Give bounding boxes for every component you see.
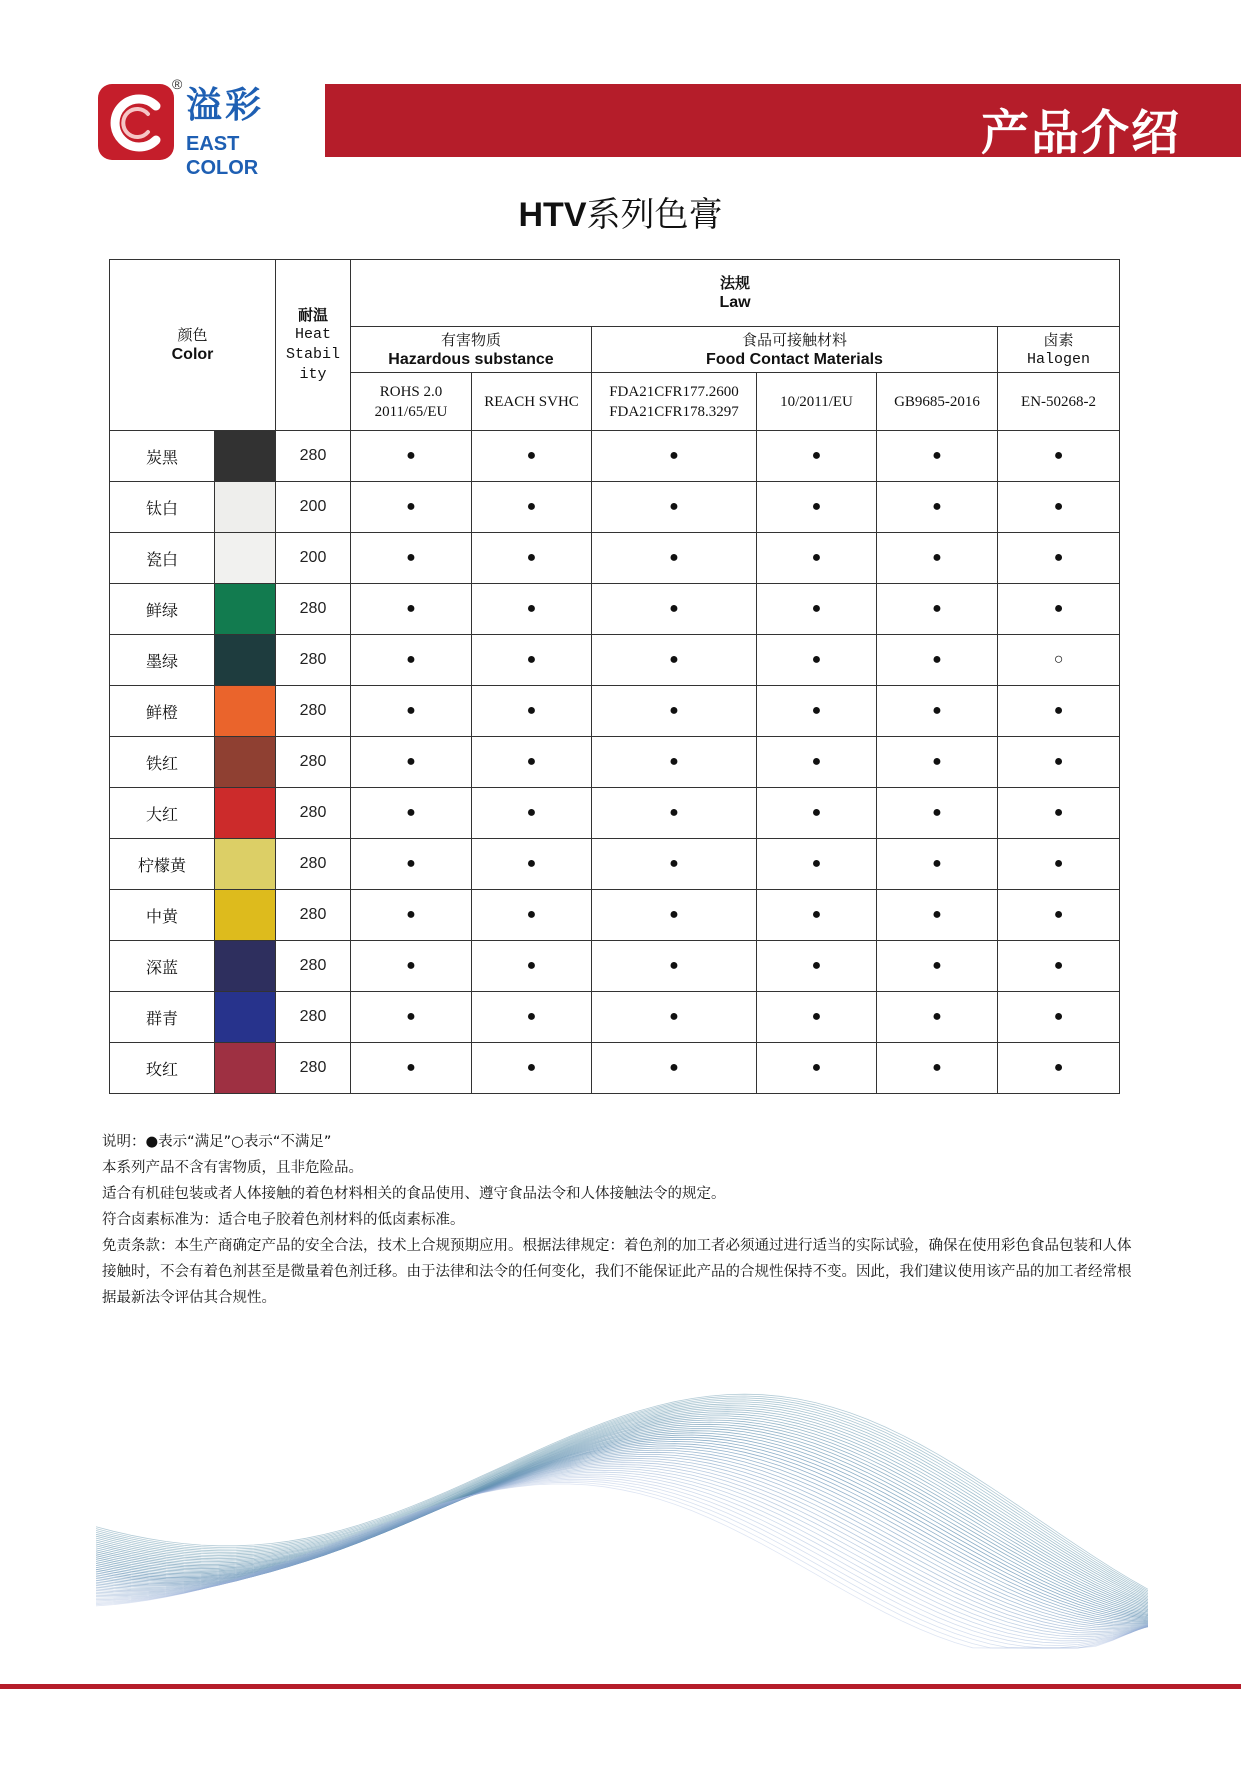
standard-reach: [472, 373, 592, 431]
color-swatch: [215, 890, 275, 940]
standard-fda: [592, 373, 757, 431]
color-swatch: [215, 533, 275, 583]
compliance-mark-cell: ●: [472, 533, 592, 584]
compliance-mark-cell: ●: [351, 788, 472, 839]
heat-stability-cell: 200: [276, 482, 351, 533]
standard-en-line1: EN-50268-2: [1021, 393, 1097, 410]
color-swatch: [215, 584, 275, 634]
compliance-mark-cell: ●: [592, 992, 757, 1043]
compliance-mark-cell: ●: [351, 686, 472, 737]
color-swatch-cell: [215, 686, 276, 737]
compliance-mark-cell: ●: [877, 1043, 998, 1094]
compliance-mark-cell: ●: [351, 584, 472, 635]
wave-line: [96, 1459, 1148, 1628]
color-swatch-cell: [215, 1043, 276, 1094]
heat-stability-cell: 280: [276, 737, 351, 788]
compliance-mark-cell: ●: [472, 1043, 592, 1094]
notes-section: [102, 1129, 1132, 1311]
heat-stability-cell: 280: [276, 992, 351, 1043]
color-swatch-cell: [215, 482, 276, 533]
compliance-mark-cell: ●: [592, 482, 757, 533]
compliance-mark-cell: ●: [351, 941, 472, 992]
note-no-hazard: 本系列产品不含有害物质，且非危险品。: [102, 1160, 363, 1176]
compliance-mark-cell: ●: [472, 584, 592, 635]
law-header-en: Law: [719, 294, 751, 311]
color-swatch-cell: [215, 839, 276, 890]
group-cn-halogen: 卤素: [1043, 330, 1074, 349]
compliance-mark-cell: ●: [351, 431, 472, 482]
wave-line: [96, 1450, 1148, 1623]
compliance-mark-cell: ●: [472, 941, 592, 992]
heat-stability-cell: 280: [276, 839, 351, 890]
heat-stability-cell: 280: [276, 635, 351, 686]
compliance-mark-cell: ●: [877, 533, 998, 584]
standard-en50268: [998, 373, 1120, 431]
compliance-mark-cell: ●: [757, 941, 877, 992]
compliance-mark-cell: ●: [998, 737, 1120, 788]
color-swatch: [215, 788, 275, 838]
heat-header-en-2: Stabil: [285, 346, 340, 363]
table-row: [110, 635, 1120, 686]
compliance-mark-cell: ●: [877, 839, 998, 890]
color-swatch: [215, 737, 275, 787]
color-swatch-cell: [215, 941, 276, 992]
group-en-food-contact: Food Contact Materials: [706, 350, 883, 368]
wave-line: [96, 1446, 1148, 1622]
east-color-logo-icon: [98, 84, 174, 160]
group-header-hazardous: [351, 327, 592, 373]
compliance-mark-cell: ●: [472, 890, 592, 941]
compliance-mark-cell: ●: [877, 482, 998, 533]
compliance-mark-cell: ●: [592, 635, 757, 686]
color-swatch: [215, 482, 275, 532]
heat-header-cn: 耐温: [297, 306, 328, 324]
heat-stability-cell: 280: [276, 788, 351, 839]
law-header-cn: 法规: [720, 274, 751, 292]
group-en-halogen: Halogen: [1027, 350, 1091, 368]
heat-stability-cell: 280: [276, 686, 351, 737]
group-header-halogen: [998, 327, 1120, 373]
compliance-mark-cell: ●: [757, 788, 877, 839]
color-swatch: [215, 839, 275, 889]
color-header-cn: 颜色: [177, 326, 208, 344]
heat-stability-cell: 280: [276, 1043, 351, 1094]
table-row: [110, 890, 1120, 941]
color-swatch: [215, 992, 275, 1042]
page-title-cn: 系列色膏: [586, 195, 723, 235]
standard-fda-line2: FDA21CFR178.3297: [609, 403, 739, 420]
color-column-header: [110, 260, 276, 431]
brand-name-en: EAST COLOR: [186, 133, 259, 179]
compliance-mark-cell: ●: [592, 788, 757, 839]
compliance-mark-cell: ●: [998, 890, 1120, 941]
compliance-mark-cell: ●: [592, 1043, 757, 1094]
standard-rohs-line1: ROHS 2.0: [379, 383, 443, 400]
color-name-cell: 深蓝: [110, 941, 215, 992]
color-name-cell: 中黄: [110, 890, 215, 941]
heat-stability-cell: 280: [276, 890, 351, 941]
table-body: [110, 431, 1120, 1094]
color-swatch-cell: [215, 992, 276, 1043]
page-title: [0, 187, 1241, 236]
compliance-mark-cell: ●: [351, 635, 472, 686]
note-food-use: 适合有机硅包装或者人体接触的着色材料相关的食品使用、遵守食品法令和人体接触法令的规定。: [102, 1186, 726, 1202]
compliance-mark-cell: ●: [472, 839, 592, 890]
compliance-mark-cell: ●: [592, 584, 757, 635]
compliance-mark-cell: ●: [757, 686, 877, 737]
compliance-mark-cell: ●: [877, 635, 998, 686]
compliance-mark-cell: ●: [998, 431, 1120, 482]
compliance-mark-cell: ●: [592, 431, 757, 482]
compliance-mark-cell: ●: [998, 482, 1120, 533]
color-swatch-cell: [215, 737, 276, 788]
compliance-mark-cell: ●: [877, 431, 998, 482]
brand-logo: [98, 76, 313, 179]
table-row: [110, 584, 1120, 635]
compliance-mark-cell: ●: [472, 482, 592, 533]
compliance-mark-cell: ●: [757, 992, 877, 1043]
heat-stability-cell: 280: [276, 584, 351, 635]
compliance-mark-cell: ●: [592, 737, 757, 788]
color-swatch-cell: [215, 431, 276, 482]
compliance-mark-cell: ●: [472, 992, 592, 1043]
compliance-mark-cell: ●: [592, 941, 757, 992]
color-header-en: Color: [171, 346, 214, 363]
compliance-mark-cell: ●: [351, 839, 472, 890]
compliance-mark-cell: ●: [757, 839, 877, 890]
compliance-mark-cell: ●: [757, 737, 877, 788]
compliance-mark-cell: ●: [472, 737, 592, 788]
standard-fda-line1: FDA21CFR177.2600: [609, 383, 739, 400]
color-swatch: [215, 941, 275, 991]
standard-rohs: [351, 373, 472, 431]
compliance-mark-cell: ●: [472, 788, 592, 839]
compliance-mark-cell: ●: [351, 992, 472, 1043]
heat-stability-cell: 280: [276, 431, 351, 482]
standard-eu-line1: 10/2011/EU: [780, 393, 853, 410]
compliance-mark-cell: ●: [998, 941, 1120, 992]
color-name-cell: 群青: [110, 992, 215, 1043]
compliance-mark-cell: ●: [351, 482, 472, 533]
table-row: [110, 1043, 1120, 1094]
footer-divider: [0, 1684, 1241, 1689]
color-name-cell: 钛白: [110, 482, 215, 533]
compliance-mark-cell: ●: [592, 686, 757, 737]
color-swatch-cell: [215, 635, 276, 686]
note-halogen: 符合卤素标准为：适合电子胶着色剂材料的低卤素标准。: [102, 1212, 465, 1228]
standard-gb9685: [877, 373, 998, 431]
compliance-mark-cell: ●: [757, 482, 877, 533]
compliance-mark-cell: ●: [351, 890, 472, 941]
color-name-cell: 瓷白: [110, 533, 215, 584]
compliance-mark-cell: ●: [998, 992, 1120, 1043]
compliance-mark-cell: ●: [351, 1043, 472, 1094]
compliance-mark-cell: ●: [592, 533, 757, 584]
compliance-mark-cell: ●: [757, 431, 877, 482]
brand-name-cn: 溢彩: [186, 85, 265, 126]
wave-line: [96, 1444, 1148, 1621]
table-row: [110, 941, 1120, 992]
table-row: [110, 992, 1120, 1043]
compliance-mark-cell: ●: [757, 890, 877, 941]
compliance-mark-cell: ●: [877, 941, 998, 992]
standard-reach-line1: REACH SVHC: [484, 393, 579, 410]
compliance-mark-cell: ●: [472, 635, 592, 686]
group-header-food-contact: [592, 327, 998, 373]
law-header: [351, 260, 1120, 327]
compliance-mark-cell: ○: [998, 635, 1120, 686]
compliance-mark-cell: ●: [998, 788, 1120, 839]
color-swatch: [215, 686, 275, 736]
heat-stability-cell: 200: [276, 533, 351, 584]
header-title: 产品介绍: [980, 105, 1181, 161]
table-row: [110, 431, 1120, 482]
color-name-cell: 大红: [110, 788, 215, 839]
heat-header-en-3: ity: [299, 366, 327, 383]
heat-column-header: [276, 260, 351, 431]
compliance-mark-cell: ●: [592, 890, 757, 941]
compliance-mark-cell: ●: [757, 635, 877, 686]
compliance-mark-cell: ●: [757, 1043, 877, 1094]
compliance-mark-cell: ●: [998, 1043, 1120, 1094]
compliance-mark-cell: ●: [998, 533, 1120, 584]
wave-line: [96, 1469, 1148, 1635]
color-name-cell: 鲜橙: [110, 686, 215, 737]
standard-eu-10-2011: [757, 373, 877, 431]
wave-line: [96, 1484, 1148, 1648]
color-swatch: [215, 431, 275, 481]
table-row: [110, 737, 1120, 788]
wave-line: [96, 1431, 1148, 1615]
color-name-cell: 墨绿: [110, 635, 215, 686]
compliance-mark-cell: ●: [351, 533, 472, 584]
color-name-cell: 炭黑: [110, 431, 215, 482]
compliance-mark-cell: ●: [877, 788, 998, 839]
registered-mark: ®: [172, 76, 183, 92]
compliance-mark-cell: ●: [998, 686, 1120, 737]
color-swatch-cell: [215, 584, 276, 635]
color-name-cell: 玫红: [110, 1043, 215, 1094]
note-legend: 说明：●表示“满足”○表示“不满足”: [102, 1134, 332, 1150]
compliance-mark-cell: ●: [877, 686, 998, 737]
compliance-table: [109, 259, 1120, 1094]
compliance-mark-cell: ●: [757, 584, 877, 635]
compliance-mark-cell: ●: [877, 890, 998, 941]
note-disclaimer: 免责条款：本生产商确定产品的安全合法，技术上合规预期应用。根据法律规定：着色剂的加工者必须通过进行适当的实际试验，确保在使用彩色食品包装和人体接触时，不会有着色剂甚至是微量着色剂迁移。由于法律和法令的任何变化，我们不能保证此产品的合规性保持不变。因此，我们建议使用该产品的加工者经常根据最新法令评估其合规性。: [102, 1238, 1132, 1306]
heat-stability-cell: 280: [276, 941, 351, 992]
standard-gb-line1: GB9685-2016: [894, 393, 980, 410]
decorative-wave-graphic: [96, 1370, 1148, 1650]
compliance-mark-cell: ●: [877, 737, 998, 788]
compliance-mark-cell: ●: [998, 584, 1120, 635]
color-swatch-cell: [215, 533, 276, 584]
compliance-mark-cell: ●: [877, 992, 998, 1043]
color-swatch-cell: [215, 788, 276, 839]
table-row: [110, 788, 1120, 839]
compliance-mark-cell: ●: [998, 839, 1120, 890]
table-row: [110, 533, 1120, 584]
heat-header-en-1: Heat: [294, 326, 331, 343]
compliance-mark-cell: ●: [472, 431, 592, 482]
compliance-mark-cell: ●: [472, 686, 592, 737]
standard-rohs-line2: 2011/65/EU: [374, 403, 448, 420]
table-row: [110, 482, 1120, 533]
color-swatch: [215, 635, 275, 685]
color-name-cell: 铁红: [110, 737, 215, 788]
table-row: [110, 839, 1120, 890]
compliance-mark-cell: ●: [592, 839, 757, 890]
compliance-mark-cell: ●: [757, 533, 877, 584]
header-bar: [325, 84, 1241, 161]
color-name-cell: 柠檬黄: [110, 839, 215, 890]
compliance-mark-cell: ●: [351, 737, 472, 788]
color-swatch-cell: [215, 890, 276, 941]
group-cn-hazardous: 有害物质: [440, 330, 501, 349]
compliance-mark-cell: ●: [877, 584, 998, 635]
color-swatch: [215, 1043, 275, 1093]
color-name-cell: 鲜绿: [110, 584, 215, 635]
group-cn-food-contact: 食品可接触材料: [741, 330, 847, 349]
group-en-hazardous: Hazardous substance: [388, 350, 554, 368]
page-title-latin: HTV: [518, 196, 587, 234]
table-row: [110, 686, 1120, 737]
